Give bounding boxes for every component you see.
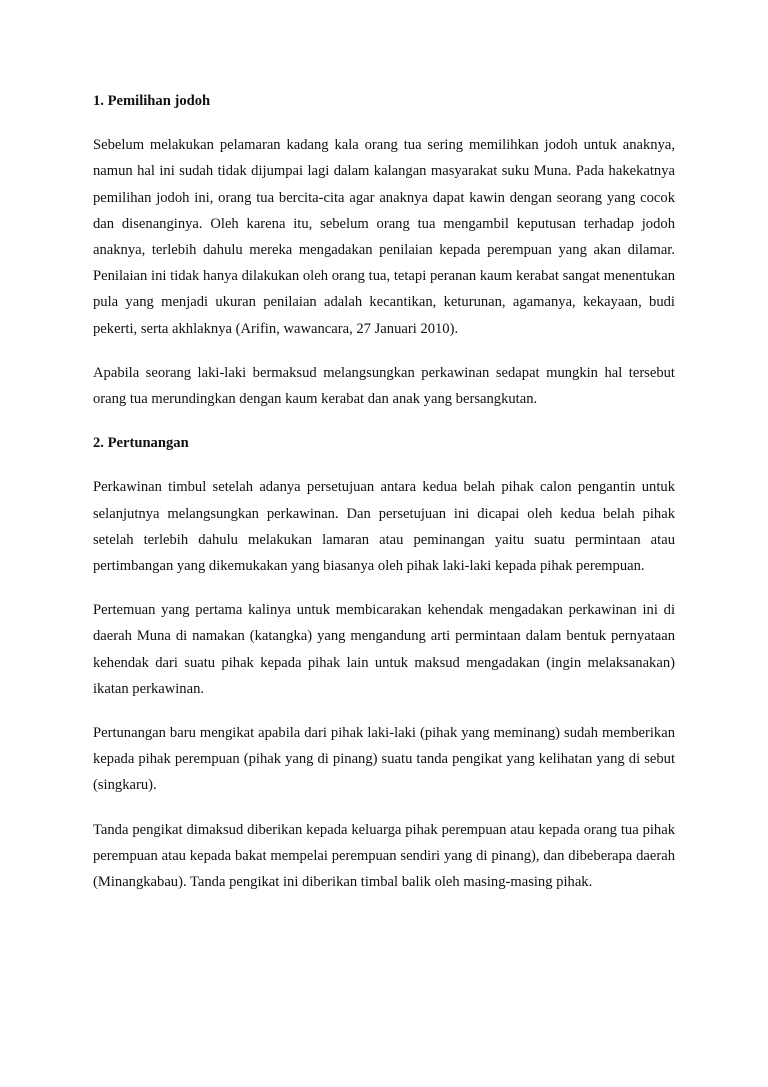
paragraph: Apabila seorang laki-laki bermaksud melangsungkan perkawinan sedapat mungkin hal tersebut orang tua merundingkan dengan kaum kerabat dan anak yang bersangkutan. (93, 364, 675, 408)
paragraph: Pertunangan baru mengikat apabila dari pihak laki-laki (pihak yang meminang) sudah memberikan kepada pihak perempuan (pihak yang di pinang) suatu tanda pengikat yang kelihatan yang di sebut (singkaru). (93, 725, 675, 794)
section-heading-pemilihan-jodoh: 1. Pemilihan jodoh (93, 93, 211, 109)
paragraph: Sebelum melakukan pelamaran kadang kala orang tua sering memilihkan jodoh untuk anaknya, namun hal ini sudah tidak dijumpai lagi dalam kalangan masyarakat suku Muna. Pada hakekatnya pemilihan jodoh ini, orang tua bercita-cita agar anaknya dapat kawin dengan seorang yang cocok dan disenanginya. Oleh karena itu, sebelum orang tua mengambil keputusan terhadap jodoh anaknya, terlebih dahulu mereka mengadakan penilaian kepada perempuan yang akan dilamar. Penilaian ini tidak hanya dilakukan oleh orang tua, tetapi peranan kaum kerabat sangat menentukan pula yang menjadi ukuran penilaian adalah kecantikan, keturunan, agamanya, kekayaan, budi pekerti, serta akhlaknya (Arifin, wawancara, 27 Januari 2010). (93, 137, 675, 337)
section-heading-pertunangan: 2. Pertunangan (93, 435, 189, 452)
paragraph: Tanda pengikat dimaksud diberikan kepada keluarga pihak perempuan atau kepada orang tua pihak perempuan atau kepada bakat mempelai perempuan sendiri yang di pinang), dan dibeberapa daerah (Minangkabau). Tanda pengikat ini diberikan timbal balik oleh masing-masing pihak. (93, 821, 675, 891)
document-page (93, 88, 675, 913)
paragraph: Pertemuan yang pertama kalinya untuk membicarakan kehendak mengadakan perkawinan ini di daerah Muna di namakan (katangka) yang mengandung arti permintaan dalam bentuk pernyataan kehendak dari suatu pihak kepada pihak lain untuk maksud mengadakan (ingin melaksanakan) ikatan perkawinan. (93, 602, 675, 697)
paragraph: Perkawinan timbul setelah adanya persetujuan antara kedua belah pihak calon pengantin untuk selanjutnya melangsungkan perkawinan. Dan persetujuan ini dicapai oleh kedua belah pihak setelah terlebih dahulu melakukan lamaran atau peminangan yaitu suatu permintaan atau pertimbangan yang dikemukakan yang biasanya oleh pihak laki-laki kepada pihak perempuan. (93, 479, 675, 575)
